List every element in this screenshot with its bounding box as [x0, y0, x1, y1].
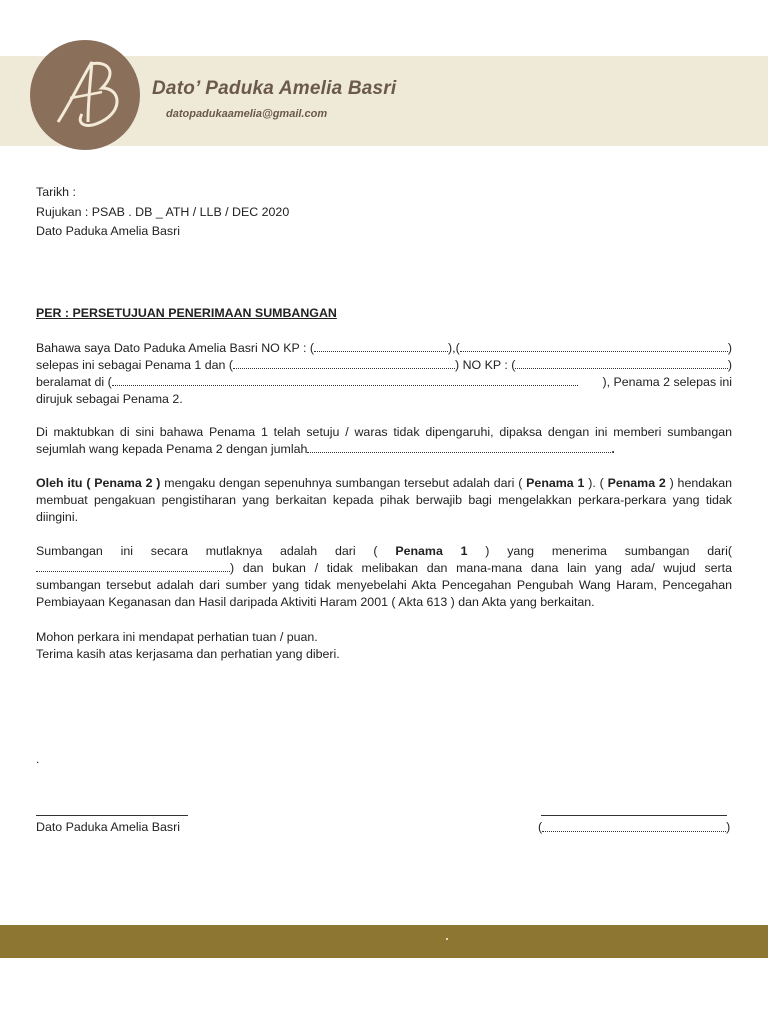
- para3-text-d: ). (: [584, 476, 608, 490]
- kp1-blank: [314, 340, 448, 352]
- signatory-left-name: Dato Paduka Amelia Basri: [36, 820, 180, 834]
- name2-blank: [233, 357, 455, 369]
- para1-text-b: ),(: [448, 341, 460, 355]
- date-line: Tarikh :: [36, 185, 76, 199]
- stray-period: .: [36, 752, 40, 766]
- para1-text-h: ), Penama 2 selepas ini: [602, 375, 732, 389]
- para3-text-f: ) hendakan membuat pengakuan pengistiharan yang berkaitan kepada pihak berwajib bagi mengelakkan perkara-perkara yang tidak diingini.: [36, 476, 732, 524]
- donor-blank: [36, 560, 230, 572]
- amount-blank: [307, 441, 611, 453]
- para3-text-e: Penama 2: [607, 476, 666, 490]
- para1-text-a: Bahawa saya Dato Paduka Amelia Basri NO KP : (: [36, 341, 315, 355]
- para1-text-d: selepas ini sebagai Penama 1 dan (: [36, 358, 234, 372]
- signatory-right-name: [538, 820, 730, 834]
- para4-text-d: ) dan bukan / tidak melibakan dan mana-mana dana lain yang ada/ wujud serta sumbangan tersebut adalah dari sumber yang tidak menyebelahi Akta Pencegahan Pengubah Wang Haram, Pencegahan Pembiayaan Keganasan dan Hasil daripada Aktiviti Haram 2001 ( Akta 613 ) dan Akta yang berkaitan.: [36, 561, 732, 609]
- name1-blank: [460, 340, 728, 352]
- sender-line: Dato Paduka Amelia Basri: [36, 224, 180, 238]
- reference-line: Rujukan : PSAB . DB _ ATH / LLB / DEC 2020: [36, 204, 290, 219]
- monogram-logo: [30, 40, 140, 150]
- para4-text-c: ) yang menerima sumbangan dari(: [467, 544, 733, 558]
- footer-mark: [446, 938, 448, 940]
- para5-text-b: Terima kasih atas kerjasama dan perhatian yang diberi.: [36, 647, 340, 661]
- letter-meta: [36, 184, 732, 243]
- para2-text-b: .: [611, 442, 615, 456]
- right-name-blank: [542, 820, 726, 832]
- footer-band: [0, 925, 768, 958]
- paragraph-3: [36, 475, 732, 526]
- monogram-logo-icon: [30, 40, 140, 150]
- para3-text-a: Oleh itu ( Penama 2 ): [36, 476, 161, 490]
- para1-text-e: ) NO KP : (: [455, 358, 516, 372]
- brand-email: datopadukaamelia@gmail.com: [166, 108, 328, 120]
- para4-text-a: Sumbangan ini secara mutlaknya adalah dari (: [36, 544, 396, 558]
- right-open-paren: (: [538, 820, 543, 834]
- signature-line-right: [541, 815, 727, 816]
- subject-heading: PER : PERSETUJUAN PENERIMAAN SUMBANGAN: [36, 306, 337, 320]
- para1-text-i: dirujuk sebagai Penama 2.: [36, 392, 183, 406]
- signature-line-left: [36, 815, 188, 816]
- paragraph-2: [36, 424, 732, 458]
- paragraph-1: [36, 340, 732, 408]
- para1-text-c: ): [727, 341, 732, 355]
- right-close-paren: ): [726, 820, 731, 834]
- para1-text-f: ): [727, 358, 732, 372]
- para4-text-b: Penama 1: [395, 544, 468, 558]
- para1-text-g: beralamat di (: [36, 375, 112, 389]
- para3-text-b: mengaku dengan sepenuhnya sumbangan tersebut adalah dari (: [160, 476, 527, 490]
- paragraph-5: [36, 629, 732, 663]
- para3-text-c: Penama 1: [526, 476, 585, 490]
- brand-name: Dato’ Paduka Amelia Basri: [152, 78, 397, 99]
- paragraph-4: [36, 543, 732, 611]
- address-blank: [112, 374, 578, 386]
- para5-text-a: Mohon perkara ini mendapat perhatian tuan / puan.: [36, 630, 318, 644]
- kp2-blank: [515, 357, 727, 369]
- para2-text-a: Di maktubkan di sini bahawa Penama 1 telah setuju / waras tidak dipengaruhi, dipaksa dengan ini memberi sumbangan sejumlah wang kepada Penama 2 dengan jumlah: [36, 425, 732, 456]
